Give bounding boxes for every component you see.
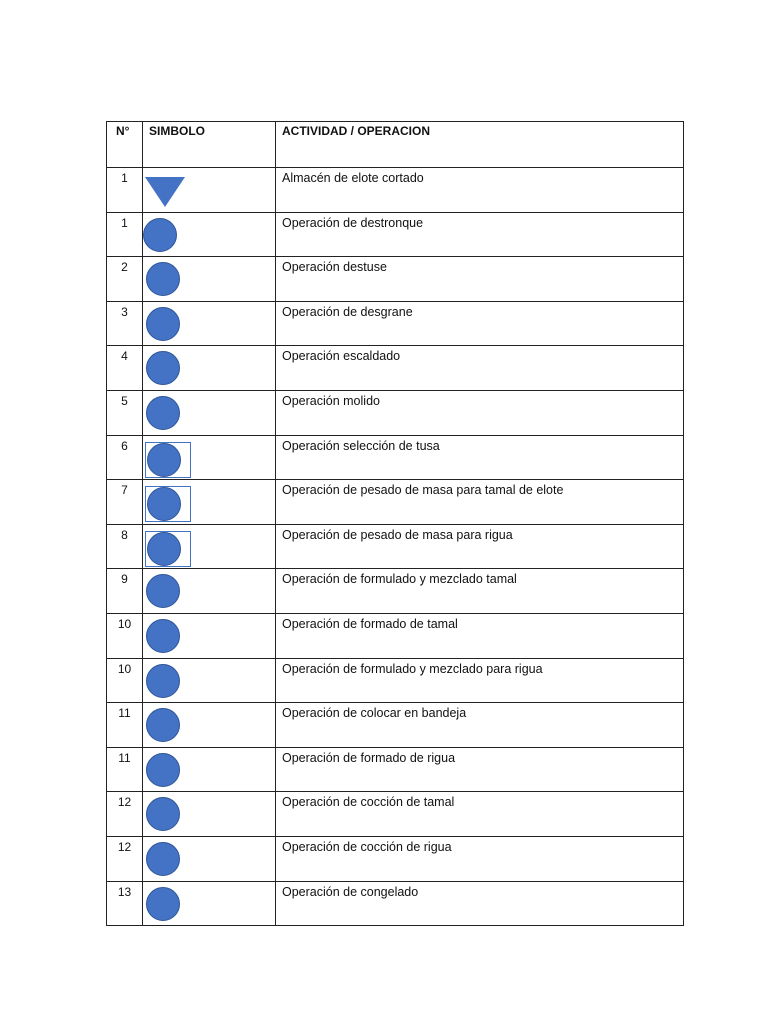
row-symbol-cell: [143, 881, 276, 926]
row-number: 4: [121, 349, 128, 364]
row-activity-cell: [276, 569, 684, 614]
combined-operation-inspection-icon: [145, 442, 191, 478]
table-row: [107, 836, 684, 881]
row-symbol-cell: [143, 168, 276, 213]
table-row: [107, 212, 684, 257]
combined-operation-inspection-icon: [145, 486, 191, 522]
row-activity: Operación de congelado: [282, 884, 419, 899]
row-number-cell: [107, 212, 143, 257]
table-body: [107, 168, 684, 926]
row-number: 2: [121, 260, 128, 275]
row-activity-cell: [276, 212, 684, 257]
row-symbol-cell: [143, 613, 276, 658]
row-number-cell: [107, 390, 143, 435]
row-number-cell: [107, 881, 143, 926]
row-activity-cell: [276, 346, 684, 391]
row-activity: Operación de pesado de masa para tamal de elote: [282, 483, 564, 498]
row-number: 3: [121, 304, 128, 319]
operation-circle-icon: [146, 797, 180, 831]
operation-circle-icon: [146, 262, 180, 296]
row-activity-cell: [276, 435, 684, 480]
row-activity-cell: [276, 301, 684, 346]
table-row: [107, 480, 684, 525]
operation-circle-icon: [143, 218, 177, 252]
row-activity-cell: [276, 390, 684, 435]
row-activity: Operación de colocar en bandeja: [282, 706, 467, 721]
table-row: [107, 613, 684, 658]
process-activity-table: [106, 121, 684, 926]
row-number: 9: [121, 572, 128, 587]
row-activity-cell: [276, 524, 684, 569]
row-number: 11: [118, 750, 131, 765]
row-symbol-cell: [143, 747, 276, 792]
row-number: 12: [117, 839, 132, 854]
table-row: [107, 658, 684, 703]
row-symbol-cell: [143, 480, 276, 525]
row-number-cell: [107, 792, 143, 837]
operation-circle-icon: [146, 708, 180, 742]
row-symbol-cell: [143, 301, 276, 346]
table-header-row: [107, 122, 684, 168]
row-symbol-cell: [143, 836, 276, 881]
operation-circle-icon: [146, 664, 180, 698]
row-activity: Operación destuse: [282, 260, 387, 275]
row-number: 1: [121, 215, 128, 230]
row-number-cell: [107, 703, 143, 748]
row-activity-cell: [276, 881, 684, 926]
row-activity-cell: [276, 168, 684, 213]
header-number: N°: [107, 122, 143, 168]
row-number-cell: [107, 301, 143, 346]
row-symbol-cell: [143, 346, 276, 391]
row-activity: Operación de formado de rigua: [282, 750, 456, 765]
row-symbol-cell: [143, 569, 276, 614]
row-activity-cell: [276, 703, 684, 748]
row-number-cell: [107, 524, 143, 569]
table-row: [107, 390, 684, 435]
table-row: [107, 257, 684, 302]
row-number-cell: [107, 658, 143, 703]
row-symbol-cell: [143, 212, 276, 257]
row-symbol-cell: [143, 390, 276, 435]
row-number: 7: [121, 483, 128, 498]
row-symbol-cell: [143, 703, 276, 748]
row-activity-cell: [276, 747, 684, 792]
operation-circle-icon: [146, 396, 180, 430]
row-activity: Operación de formado de tamal: [282, 616, 458, 631]
row-activity: Operación de formulado y mezclado tamal: [282, 572, 517, 587]
table-row: [107, 301, 684, 346]
row-number-cell: [107, 836, 143, 881]
row-number-cell: [107, 257, 143, 302]
row-activity-cell: [276, 257, 684, 302]
storage-triangle-icon: [145, 177, 185, 207]
row-activity: Operación escaldado: [282, 349, 401, 364]
operation-circle-icon: [146, 574, 180, 608]
row-number-cell: [107, 168, 143, 213]
table-row: [107, 703, 684, 748]
row-activity-cell: [276, 613, 684, 658]
row-number-cell: [107, 346, 143, 391]
row-number-cell: [107, 613, 143, 658]
operation-circle-icon: [146, 619, 180, 653]
row-number-cell: [107, 480, 143, 525]
row-symbol-cell: [143, 658, 276, 703]
row-activity-cell: [276, 658, 684, 703]
row-number: 5: [121, 393, 128, 408]
row-activity: Operación de pesado de masa para rigua: [282, 527, 513, 542]
row-number: 11: [118, 706, 131, 721]
row-activity-cell: [276, 836, 684, 881]
row-number-cell: [107, 747, 143, 792]
operation-circle-icon: [146, 842, 180, 876]
row-number: 1: [121, 171, 128, 185]
row-number: 10: [117, 616, 132, 631]
row-activity: Almacén de elote cortado: [282, 171, 424, 185]
table-row: [107, 569, 684, 614]
table-row: [107, 792, 684, 837]
row-activity: Operación de destronque: [282, 215, 424, 230]
operation-circle-icon: [146, 753, 180, 787]
operation-circle-icon: [146, 351, 180, 385]
row-symbol-cell: [143, 257, 276, 302]
row-symbol-cell: [143, 524, 276, 569]
row-activity: Operación de formulado y mezclado para rigua: [282, 661, 543, 676]
row-activity: Operación de cocción de tamal: [282, 795, 455, 810]
row-activity-cell: [276, 792, 684, 837]
row-activity: Operación de cocción de rigua: [282, 839, 452, 854]
row-activity: Operación selección de tusa: [282, 438, 440, 453]
table-row: [107, 881, 684, 926]
row-symbol-cell: [143, 435, 276, 480]
row-number-cell: [107, 435, 143, 480]
operation-circle-icon: [146, 307, 180, 341]
combined-operation-inspection-icon: [145, 531, 191, 567]
header-activity: ACTIVIDAD / OPERACION: [276, 122, 684, 168]
table-row: [107, 168, 684, 213]
row-symbol-cell: [143, 792, 276, 837]
row-number: 13: [117, 884, 132, 899]
header-symbol: SIMBOLO: [143, 122, 276, 168]
row-number: 10: [117, 661, 132, 676]
row-number-cell: [107, 569, 143, 614]
table-row: [107, 747, 684, 792]
row-activity: Operación de desgrane: [282, 304, 413, 319]
operation-circle-icon: [146, 887, 180, 921]
row-activity-cell: [276, 480, 684, 525]
table-row: [107, 435, 684, 480]
row-activity: Operación molido: [282, 393, 380, 408]
row-number: 8: [121, 527, 128, 542]
row-number: 12: [117, 795, 132, 810]
table-row: [107, 346, 684, 391]
row-number: 6: [121, 438, 128, 453]
table-row: [107, 524, 684, 569]
